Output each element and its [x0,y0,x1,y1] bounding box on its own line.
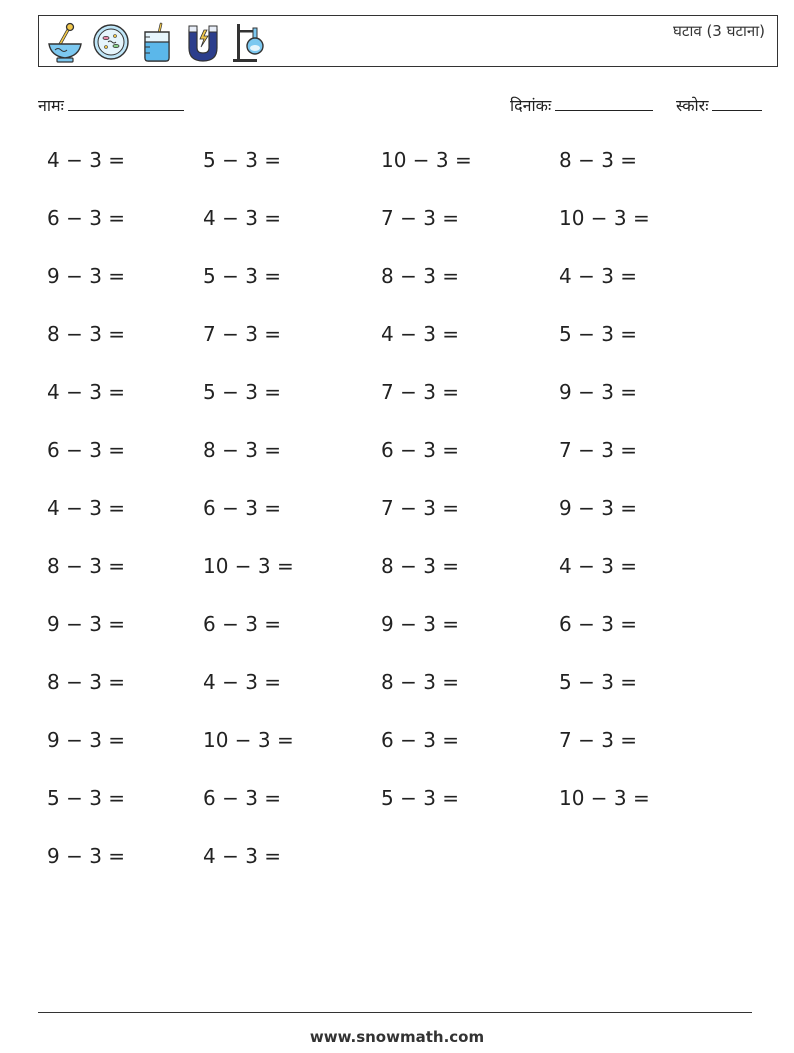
problem-item: 10 − 3 = [381,148,472,172]
name-field [38,94,184,116]
problem-item: 8 − 3 = [559,148,638,172]
magnet-icon [183,20,223,64]
score-field [676,94,762,116]
beaker-icon [137,20,177,64]
problem-item: 7 − 3 = [559,438,638,462]
problem-item: 4 − 3 = [203,206,282,230]
score-blank[interactable] [712,96,762,111]
problem-item: 5 − 3 = [559,670,638,694]
mortar-pestle-icon [45,20,85,64]
page-title: घटाव (3 घटाना) [673,22,765,40]
problem-item: 6 − 3 = [559,612,638,636]
problem-item: 8 − 3 = [381,554,460,578]
problem-item: 6 − 3 = [203,786,282,810]
name-label: नामः [38,96,64,115]
problem-item: 4 − 3 = [203,844,282,868]
problem-item: 4 − 3 = [381,322,460,346]
problem-item: 6 − 3 = [203,612,282,636]
problem-item: 6 − 3 = [203,496,282,520]
header-icons [45,20,269,64]
problem-item: 8 − 3 = [381,670,460,694]
name-blank[interactable] [68,96,184,111]
problem-item: 4 − 3 = [47,380,126,404]
problem-item: 7 − 3 = [381,496,460,520]
problem-item: 10 − 3 = [203,554,294,578]
worksheet-header [38,15,778,67]
problem-item: 9 − 3 = [381,612,460,636]
problem-item: 5 − 3 = [203,264,282,288]
problem-item: 6 − 3 = [381,728,460,752]
problem-item: 10 − 3 = [559,786,650,810]
problem-item: 9 − 3 = [47,612,126,636]
lab-stand-flask-icon [229,20,269,64]
petri-dish-icon [91,20,131,64]
problem-item: 6 − 3 = [47,206,126,230]
problem-item: 7 − 3 = [203,322,282,346]
problem-item: 5 − 3 = [47,786,126,810]
problem-item: 4 − 3 = [559,264,638,288]
footer-divider [38,1012,752,1013]
footer-url: www.snowmath.com [309,1028,485,1046]
problem-item: 9 − 3 = [47,844,126,868]
date-label: दिनांकः [510,96,552,115]
problem-item: 8 − 3 = [47,322,126,346]
score-label: स्कोरः [676,96,709,115]
problem-item: 8 − 3 = [47,670,126,694]
problem-item: 4 − 3 = [203,670,282,694]
problem-item: 10 − 3 = [203,728,294,752]
problem-item: 8 − 3 = [381,264,460,288]
problem-item: 5 − 3 = [203,148,282,172]
problem-item: 5 − 3 = [381,786,460,810]
problem-item: 8 − 3 = [203,438,282,462]
problem-item: 5 − 3 = [559,322,638,346]
problem-item: 9 − 3 = [47,264,126,288]
problem-item: 9 − 3 = [47,728,126,752]
problem-item: 4 − 3 = [559,554,638,578]
problem-item: 5 − 3 = [203,380,282,404]
problem-item: 10 − 3 = [559,206,650,230]
problem-item: 8 − 3 = [47,554,126,578]
problem-item: 9 − 3 = [559,380,638,404]
problem-item: 6 − 3 = [47,438,126,462]
problem-item: 7 − 3 = [559,728,638,752]
problem-item: 6 − 3 = [381,438,460,462]
problem-item: 9 − 3 = [559,496,638,520]
problem-item: 7 − 3 = [381,206,460,230]
date-blank[interactable] [555,96,653,111]
problem-item: 7 − 3 = [381,380,460,404]
date-field [510,94,653,116]
problem-item: 4 − 3 = [47,148,126,172]
problem-item: 4 − 3 = [47,496,126,520]
